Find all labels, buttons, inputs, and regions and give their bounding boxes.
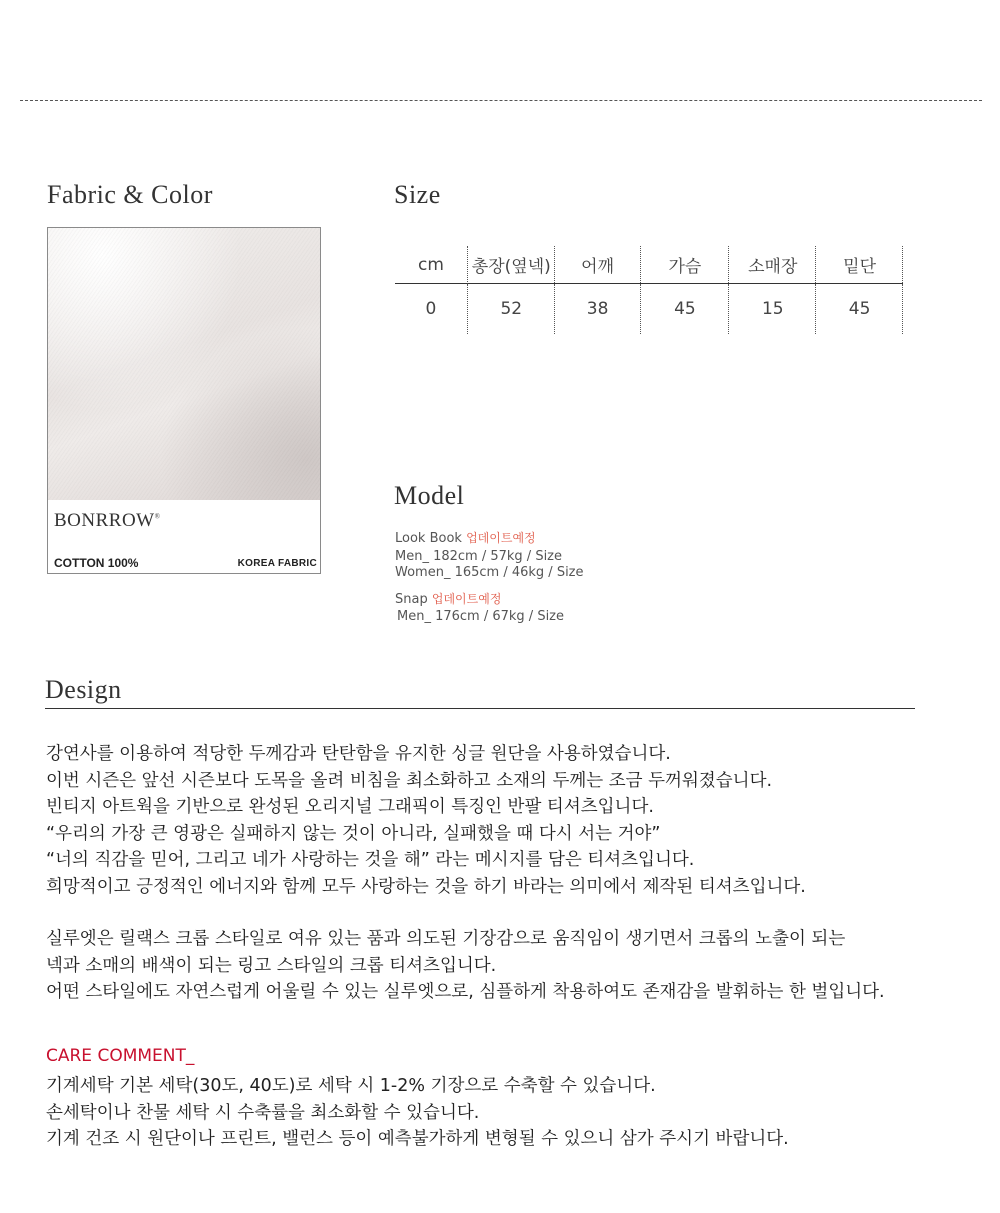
model-title: Model <box>394 481 465 510</box>
design-text-line: 희망적이고 긍정적인 에너지와 함께 모두 사랑하는 것을 하기 바라는 의미에서 제작된 티셔츠입니다. <box>46 876 806 897</box>
fabric-swatch-image <box>48 228 320 500</box>
dashed-divider <box>20 100 982 101</box>
lookbook-label: Look Book <box>395 531 462 546</box>
size-header-cell: 가슴 <box>641 246 730 284</box>
fabric-composition: COTTON 100% <box>54 556 139 570</box>
design-text-line: “너의 직감을 믿어, 그리고 네가 사랑하는 것을 해” 라는 메시지를 담은 티셔츠입니다. <box>46 850 695 870</box>
fabric-origin: KOREA FABRIC <box>237 558 317 569</box>
size-header-cell: cm <box>395 246 467 284</box>
care-comment-title: CARE COMMENT_ <box>46 1046 195 1066</box>
snap-label: Snap <box>395 592 428 607</box>
snap-status: 업데이트예정 <box>431 592 502 606</box>
brand-logo <box>54 510 160 532</box>
size-value-cell: 38 <box>555 284 641 334</box>
snap-men: Men_ 176cm / 67kg / Size <box>397 609 565 624</box>
size-title: Size <box>394 180 441 209</box>
design-title: Design <box>45 675 122 704</box>
lookbook-women: Women_ 165cm / 46kg / Size <box>395 565 584 580</box>
size-header-cell: 어깨 <box>555 246 641 284</box>
design-text-line: 강연사를 이용하여 적당한 두께감과 탄탄함을 유지한 싱글 원단을 사용하였습니다. <box>46 744 671 764</box>
design-text-line: 빈티지 아트웍을 기반으로 완성된 오리지널 그래픽이 특징인 반팔 티셔츠입니다. <box>46 797 654 817</box>
care-text-line: 손세탁이나 찬물 세탁 시 수축률을 최소화할 수 있습니다. <box>46 1102 480 1123</box>
size-table-header <box>395 246 903 284</box>
design-paragraph-2 <box>46 926 885 1006</box>
size-value-cell: 45 <box>816 284 903 334</box>
brand-name: BONRROW <box>54 510 155 531</box>
fabric-color-title: Fabric & Color <box>47 180 213 209</box>
design-text-line: 어떤 스타일에도 자연스럽게 어울릴 수 있는 실루엣으로, 심플하게 착용하여도 존재감을 발휘하는 한 벌입니다. <box>46 982 885 1002</box>
registered-mark: ® <box>154 512 161 521</box>
size-value-cell: 15 <box>729 284 816 334</box>
snap-line <box>395 590 501 607</box>
size-header-cell: 소매장 <box>729 246 816 284</box>
care-comment-lines <box>46 1073 789 1153</box>
lookbook-men: Men_ 182cm / 57kg / Size <box>395 549 563 564</box>
size-header-cell: 밑단 <box>816 246 903 284</box>
size-header-cell: 총장(옆넥) <box>467 246 555 284</box>
design-text-line: 이번 시즌은 앞선 시즌보다 도목을 올려 비침을 최소화하고 소재의 두께는 조금 두꺼워졌습니다. <box>46 770 773 791</box>
care-text-line: 기계세탁 기본 세탁(30도, 40도)로 세탁 시 1-2% 기장으로 수축할 수 있습니다. <box>46 1076 656 1096</box>
size-value-cell: 52 <box>467 284 555 334</box>
lookbook-line <box>395 529 536 546</box>
size-table <box>395 246 903 334</box>
table-row <box>395 284 903 334</box>
design-divider <box>45 708 915 709</box>
size-value-cell: 45 <box>641 284 730 334</box>
size-value-cell: 0 <box>425 299 437 319</box>
design-text-line: 넥과 소매의 배색이 되는 링고 스타일의 크롭 티셔츠입니다. <box>46 955 497 976</box>
design-text-line: 실루엣은 릴랙스 크롭 스타일로 여유 있는 품과 의도된 기장감으로 움직임이 생기면서 크롭의 노출이 되는 <box>46 929 846 949</box>
lookbook-status: 업데이트예정 <box>466 531 536 545</box>
fabric-swatch-card <box>47 227 321 574</box>
design-paragraph-1 <box>46 741 806 900</box>
design-text-line: “우리의 가장 큰 영광은 실패하지 않는 것이 아니라, 실패했을 때 다시 서는 거야” <box>46 823 661 844</box>
care-text-line: 기계 건조 시 원단이나 프린트, 밸런스 등이 예측불가하게 변형될 수 있으니 삼가 주시기 바랍니다. <box>46 1129 789 1149</box>
